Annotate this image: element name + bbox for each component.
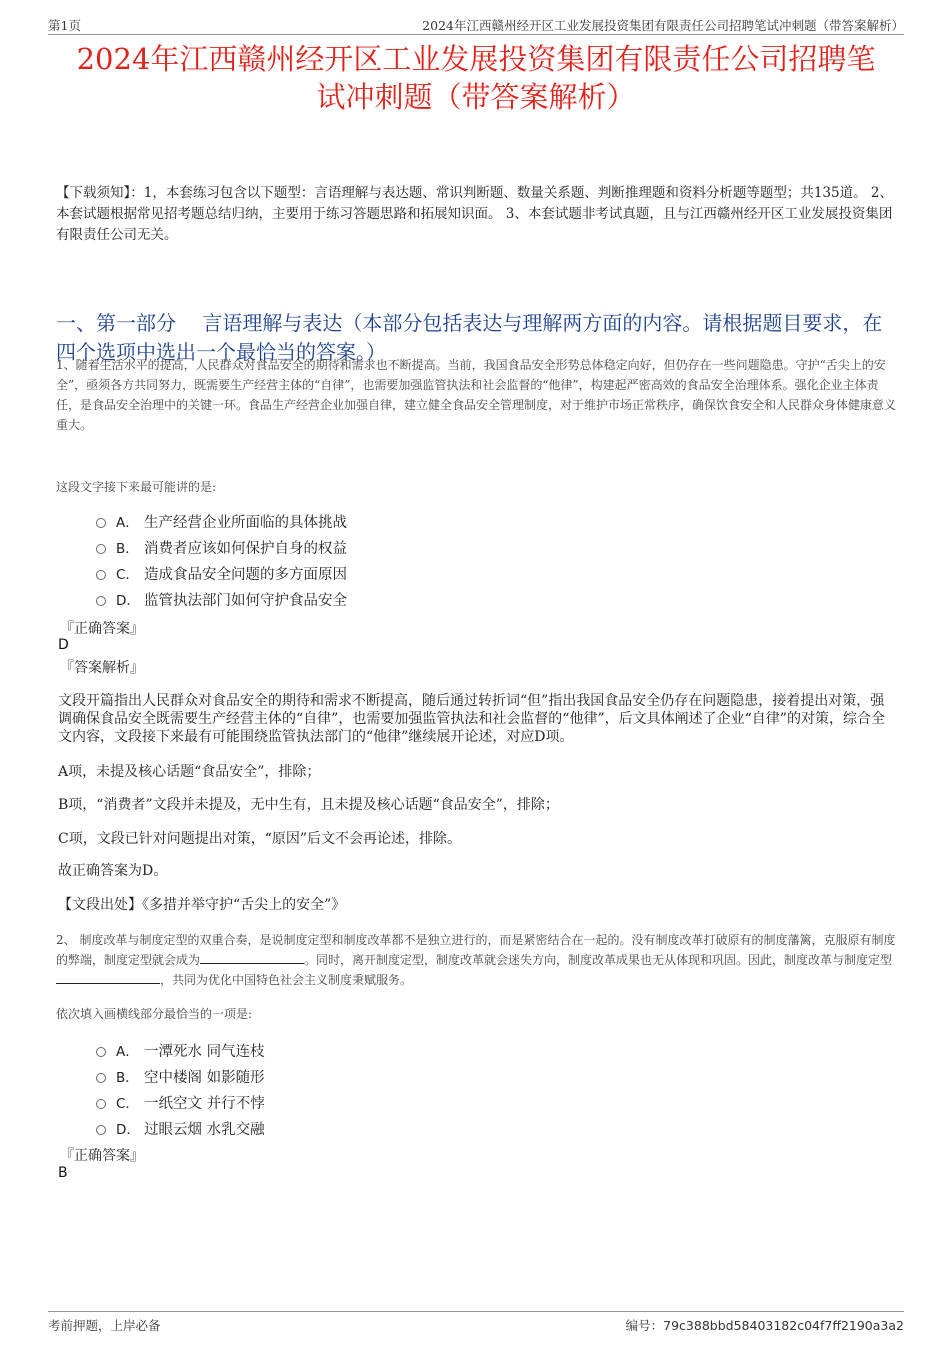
radio-icon[interactable] — [96, 1099, 106, 1109]
option-a[interactable] — [96, 508, 347, 534]
document-title — [48, 40, 904, 116]
header-doc-title: 2024年江西赣州经开区工业发展投资集团有限责任公司招聘笔试冲刺题（带答案解析） — [422, 18, 904, 33]
radio-icon[interactable] — [96, 544, 106, 554]
section-heading: 一、第一部分 言语理解与表达（本部分包括表达与理解两方面的内容。请根据题目要求，在四个选项中选出一个最恰当的答案。） — [56, 311, 883, 364]
analysis-note-c: C项，文段已针对问题提出对策，“原因”后文不会再论述，排除。 — [58, 831, 462, 847]
option-letter: C． — [116, 567, 139, 583]
question-1-prompt: 这段文字接下来最可能讲的是: — [56, 480, 217, 494]
fill-blank-1[interactable] — [200, 951, 304, 964]
question-2-stem — [56, 930, 900, 990]
page-header — [48, 14, 904, 35]
radio-icon[interactable] — [96, 1073, 106, 1083]
radio-icon[interactable] — [96, 596, 106, 606]
option-text: 生产经营企业所面临的具体挑战 — [144, 514, 347, 531]
title-line-1: 2024年江西赣州经开区工业发展投资集团有限责任公司招聘笔 — [76, 42, 876, 76]
title-line-2: 试冲刺题（带答案解析） — [316, 80, 636, 114]
option-letter: D． — [116, 593, 140, 609]
analysis-conclusion: 故正确答案为D。 — [58, 863, 168, 879]
radio-icon[interactable] — [96, 518, 106, 528]
radio-icon[interactable] — [96, 1047, 106, 1057]
option-letter: A． — [116, 515, 139, 531]
option-letter: A． — [116, 1044, 139, 1060]
answer-label: 『正确答案』 — [60, 1148, 144, 1164]
code-value: 79c388bbd58403182c04f7ff2190a3a2 — [663, 1318, 904, 1333]
option-letter: B． — [116, 541, 139, 557]
option-d[interactable] — [96, 1115, 265, 1141]
option-text: 一潭死水 同气连枝 — [144, 1043, 265, 1060]
option-text: 监管执法部门如何守护食品安全 — [144, 592, 347, 609]
stem-part-2: 。同时，离开制度定型，制度改革就会迷失方向，制度改革成果也无从体现和巩固。因此，制度改革与制度定型 — [304, 953, 893, 967]
radio-icon[interactable] — [96, 1125, 106, 1135]
option-letter: D． — [116, 1122, 140, 1138]
answer-label: 『正确答案』 — [60, 621, 144, 637]
question-1-stem: 1、随着生活水平的提高，人民群众对食品安全的期待和需求也不断提高。当前，我国食品安全形势总体稳定向好，但仍存在一些问题隐患。守护“舌尖上的安全”，亟须各方共同努力，既需要生产经营主体的“自律”，也需要加强监管执法和社会监督的“他律”，构建起严密高效的食品安全治理体系。强化企业主体责任，是食品安全治理中的关键一环。食品生产经营企业加强自律，建立健全食品安全管理制度，对于维护市场正常秩序，确保饮食安全和人民群众身体健康意义重大。 — [56, 358, 897, 432]
analysis-note-a: A项，未提及核心话题“食品安全”，排除； — [58, 764, 321, 780]
option-a[interactable] — [96, 1037, 265, 1063]
question-2-options — [96, 1037, 265, 1141]
option-text: 空中楼阁 如影随形 — [144, 1069, 265, 1086]
correct-answer: B — [58, 1165, 68, 1181]
page-footer — [48, 1311, 904, 1336]
analysis-note-b: B项，“消费者”文段并未提及，无中生有，且未提及核心话题“食品安全”，排除； — [58, 797, 559, 813]
passage-source: 【文段出处】《多措并举守护“舌尖上的安全”》 — [58, 897, 346, 913]
option-letter: B． — [116, 1070, 139, 1086]
analysis-label: 『答案解析』 — [60, 660, 144, 676]
option-c[interactable] — [96, 1089, 265, 1115]
code-label: 编号： — [625, 1318, 664, 1333]
stem-part-3: ，共同为优化中国特色社会主义制度秉赋服务。 — [160, 973, 413, 987]
correct-answer: D — [58, 637, 69, 653]
option-text: 消费者应该如何保护自身的权益 — [144, 540, 347, 557]
analysis-text: 文段开篇指出人民群众对食品安全的期待和需求不断提高，随后通过转折词“但”指出我国食品安全仍存在问题隐患，接着提出对策，强调确保食品安全既需要生产经营主体的“自律”，也需要加强监管执法和社会监督的“他律”，后文具体阐述了企业“自律”的对策，综合全文内容，文段接下来最有可能围绕监管执法部门的“他律”继续展开论述，对应D项。 — [58, 693, 885, 745]
question-1-options — [96, 508, 347, 612]
download-notice: 【下载须知】：1，本套练习包含以下题型：言语理解与表达题、常识判断题、数量关系题、判断推理题和资料分析题等题型；共135道。 2、本套试题根据常见招考题总结归纳，主要用于练习答题思路和拓展知识面。 3、本套试题非考试真题，且与江西赣州经开区工业发展投资集团有限责任公司无关。 — [56, 185, 893, 243]
option-b[interactable] — [96, 534, 347, 560]
option-text: 一纸空文 并行不悖 — [144, 1095, 265, 1112]
option-b[interactable] — [96, 1063, 265, 1089]
radio-icon[interactable] — [96, 570, 106, 580]
page-number: 第1页 — [48, 18, 81, 33]
footer-code — [626, 1316, 904, 1334]
fill-blank-2[interactable] — [56, 971, 160, 984]
option-letter: C． — [116, 1096, 139, 1112]
footer-slogan: 考前押题，上岸必备 — [48, 1318, 161, 1333]
option-text: 造成食品安全问题的多方面原因 — [144, 566, 347, 583]
option-d[interactable] — [96, 586, 347, 612]
stem-part-1: 2、 制度改革与制度定型的双重合奏，是说制度定型和制度改革都不是独立进行的，而是紧密结合在一起的。没有制度改革打破原有的制度藩篱，克服原有制度的弊端，制度定型就会成为 — [56, 933, 896, 967]
option-text: 过眼云烟 水乳交融 — [144, 1121, 265, 1138]
question-2-prompt: 依次填入画横线部分最恰当的一项是: — [56, 1007, 253, 1021]
option-c[interactable] — [96, 560, 347, 586]
